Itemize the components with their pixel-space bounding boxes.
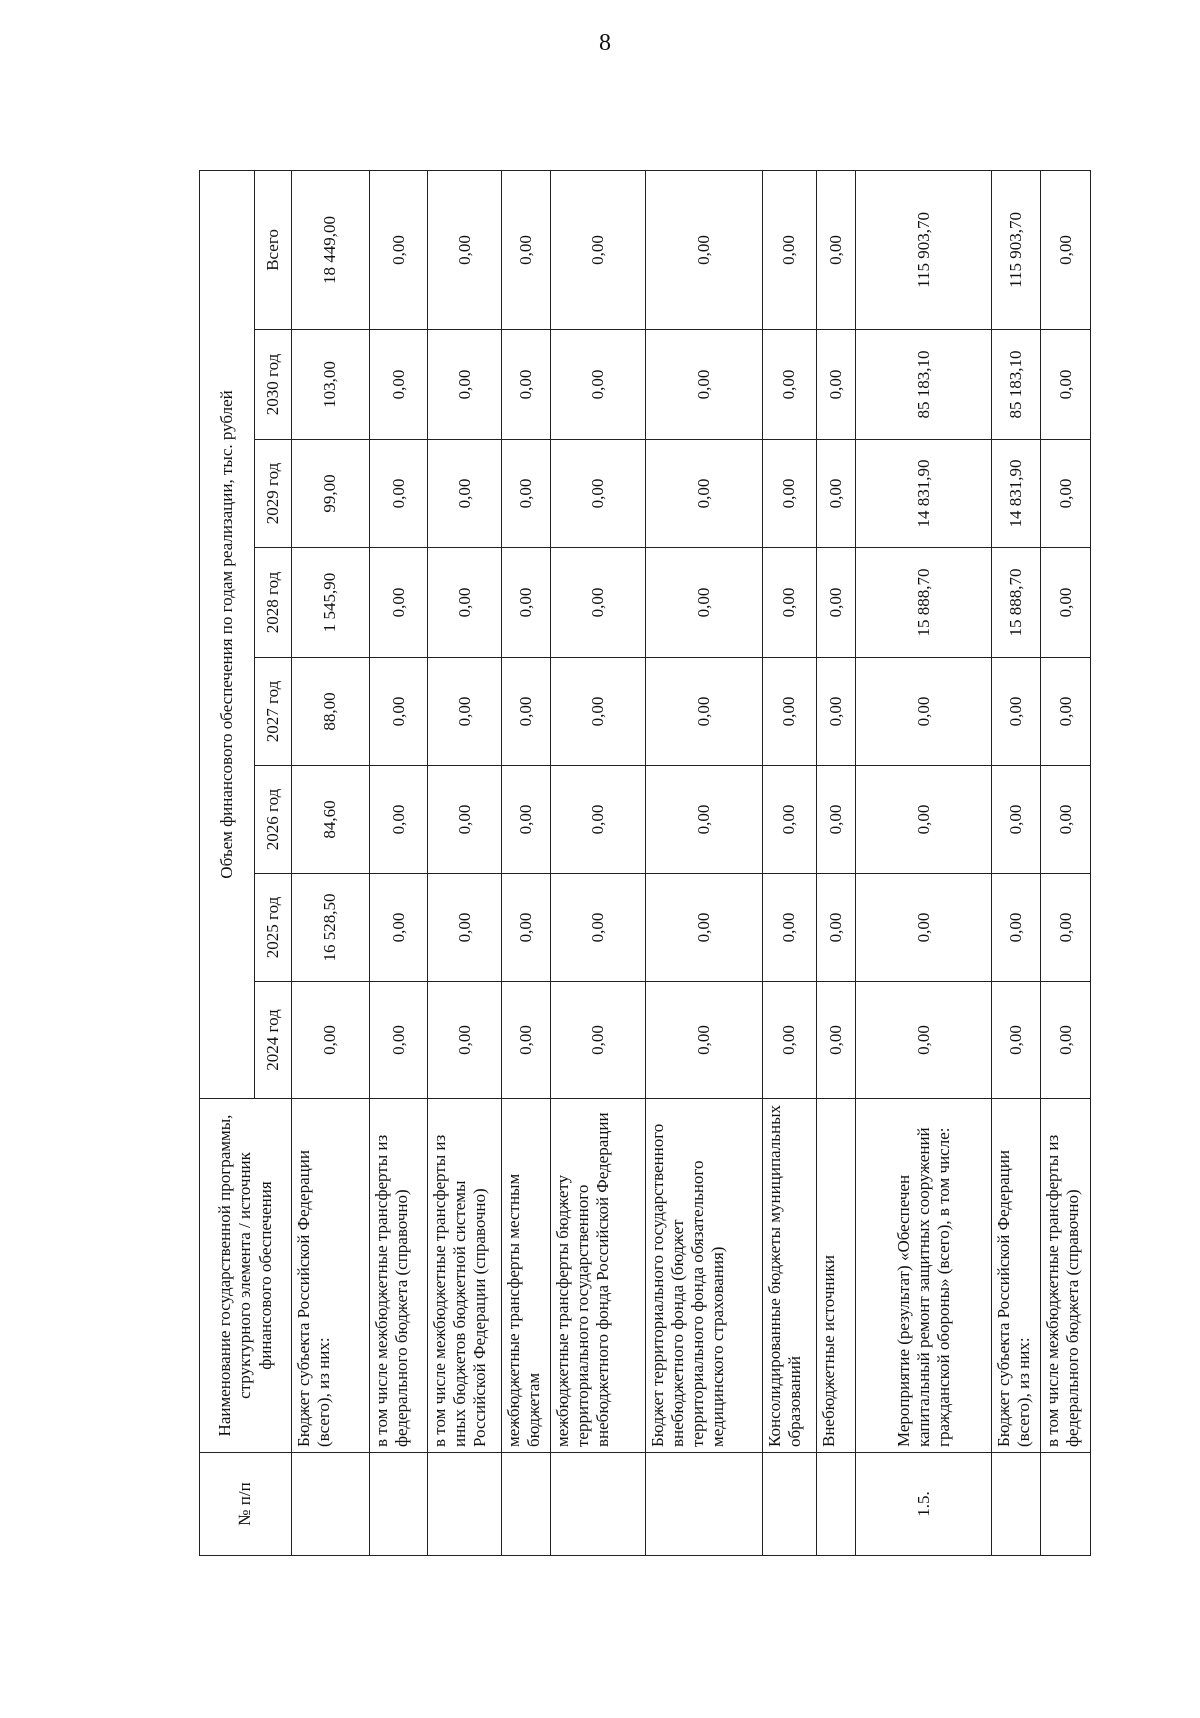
- row-year-value: 0,00: [428, 766, 502, 874]
- row-year-value: 0,00: [816, 982, 855, 1099]
- row-year-value: 0,00: [550, 874, 645, 982]
- header-year: 2025 год: [255, 874, 292, 982]
- table-row: [369, 170, 427, 1555]
- row-year-value: 88,00: [292, 658, 370, 766]
- row-year-value: 14 831,90: [992, 440, 1041, 548]
- row-year-value: 0,00: [1041, 548, 1091, 658]
- row-year-value: 0,00: [855, 766, 991, 874]
- row-year-value: 0,00: [428, 874, 502, 982]
- row-year-value: 84,60: [292, 766, 370, 874]
- header-name: Наименование государственной программы, структурного элемента / источник финансового обеспечения: [200, 1099, 292, 1453]
- row-year-value: 0,00: [369, 548, 427, 658]
- table-row: [428, 170, 502, 1555]
- page-number: 8: [599, 30, 611, 56]
- table-row: [992, 170, 1041, 1555]
- row-year-value: 0,00: [645, 658, 762, 766]
- row-year-value: 0,00: [428, 658, 502, 766]
- row-year-value: 0,00: [645, 330, 762, 440]
- row-source-name: в том числе межбюджетные трансферты из федерального бюджета (справочно): [369, 1099, 427, 1453]
- row-year-value: 0,00: [550, 440, 645, 548]
- row-year-value: 0,00: [762, 440, 816, 548]
- row-year-value: 85 183,10: [992, 330, 1041, 440]
- row-year-value: 0,00: [1041, 766, 1091, 874]
- row-year-value: 0,00: [816, 330, 855, 440]
- row-number: [550, 1453, 645, 1556]
- row-source-name: Бюджет субъекта Российской Федерации (всего), из них:: [292, 1099, 370, 1453]
- row-total-value: 0,00: [816, 170, 855, 329]
- row-total-value: 18 449,00: [292, 170, 370, 329]
- row-year-value: 15 888,70: [855, 548, 991, 658]
- row-total-value: 115 903,70: [855, 170, 991, 329]
- row-year-value: 0,00: [428, 330, 502, 440]
- row-year-value: 0,00: [501, 982, 550, 1099]
- row-total-value: 0,00: [1041, 170, 1091, 329]
- row-number: [992, 1453, 1041, 1556]
- row-year-value: 0,00: [816, 874, 855, 982]
- row-year-value: 0,00: [550, 548, 645, 658]
- row-number: [1041, 1453, 1091, 1556]
- row-number: [645, 1453, 762, 1556]
- rotated-table-wrapper: [199, 171, 1091, 1556]
- row-year-value: 0,00: [762, 874, 816, 982]
- row-year-value: 0,00: [1041, 982, 1091, 1099]
- row-year-value: 0,00: [428, 440, 502, 548]
- row-source-name: Мероприятие (результат) «Обеспечен капитальный ремонт защитных сооружений гражданской обороны» (всего), в том числе:: [855, 1099, 991, 1453]
- header-total: Всего: [255, 170, 292, 329]
- row-total-value: 0,00: [369, 170, 427, 329]
- row-source-name: Консолидированные бюджеты муниципальных образований: [762, 1099, 816, 1453]
- header-year: 2029 год: [255, 440, 292, 548]
- table-row: [645, 170, 762, 1555]
- row-year-value: 0,00: [550, 330, 645, 440]
- row-source-name: межбюджетные трансферты бюджету территориального государственного внебюджетного фонда Российской Федерации: [550, 1099, 645, 1453]
- row-year-value: 99,00: [292, 440, 370, 548]
- row-year-value: 0,00: [1041, 330, 1091, 440]
- row-year-value: 1 545,90: [292, 548, 370, 658]
- row-year-value: 0,00: [292, 982, 370, 1099]
- row-source-name: Бюджет территориального государственного внебюджетного фонда (бюджет территориального фонда обязательного медицинского страхования): [645, 1099, 762, 1453]
- row-source-name: межбюджетные трансферты местным бюджетам: [501, 1099, 550, 1453]
- row-year-value: 0,00: [645, 440, 762, 548]
- row-source-name: Бюджет субъекта Российской Федерации (всего), из них:: [992, 1099, 1041, 1453]
- header-year: 2030 год: [255, 330, 292, 440]
- row-number: [292, 1453, 370, 1556]
- row-year-value: 0,00: [369, 874, 427, 982]
- header-volume: Объем финансового обеспечения по годам реализации, тыс. рублей: [200, 170, 255, 1098]
- row-year-value: 0,00: [550, 766, 645, 874]
- row-number: [501, 1453, 550, 1556]
- row-total-value: 0,00: [645, 170, 762, 329]
- financing-table: [199, 170, 1091, 1556]
- row-source-name: в том числе межбюджетные трансферты из иных бюджетов бюджетной системы Российской Федерации (справочно): [428, 1099, 502, 1453]
- row-number: [816, 1453, 855, 1556]
- row-year-value: 0,00: [501, 440, 550, 548]
- row-year-value: 0,00: [762, 330, 816, 440]
- row-year-value: 0,00: [1041, 658, 1091, 766]
- row-source-name: Внебюджетные источники: [816, 1099, 855, 1453]
- row-total-value: 115 903,70: [992, 170, 1041, 329]
- row-year-value: 0,00: [1041, 440, 1091, 548]
- header-year: 2027 год: [255, 658, 292, 766]
- table-row: [816, 170, 855, 1555]
- row-year-value: 0,00: [762, 658, 816, 766]
- row-year-value: 0,00: [992, 766, 1041, 874]
- table-body: [292, 170, 1091, 1555]
- header-year: 2024 год: [255, 982, 292, 1099]
- row-year-value: 0,00: [369, 440, 427, 548]
- row-year-value: 0,00: [501, 330, 550, 440]
- row-year-value: 0,00: [992, 982, 1041, 1099]
- row-year-value: 0,00: [992, 874, 1041, 982]
- row-year-value: 0,00: [501, 658, 550, 766]
- row-year-value: 0,00: [762, 766, 816, 874]
- header-num: № п/п: [200, 1453, 292, 1556]
- row-year-value: 0,00: [855, 658, 991, 766]
- row-number: [428, 1453, 502, 1556]
- row-year-value: 0,00: [762, 548, 816, 658]
- row-year-value: 0,00: [816, 440, 855, 548]
- table-row: [1041, 170, 1091, 1555]
- row-year-value: 0,00: [992, 658, 1041, 766]
- row-total-value: 0,00: [550, 170, 645, 329]
- row-year-value: 0,00: [645, 982, 762, 1099]
- row-year-value: 0,00: [816, 548, 855, 658]
- row-year-value: 0,00: [550, 658, 645, 766]
- row-source-name: в том числе межбюджетные трансферты из федерального бюджета (справочно): [1041, 1099, 1091, 1453]
- row-year-value: 0,00: [428, 548, 502, 658]
- row-year-value: 0,00: [816, 658, 855, 766]
- row-year-value: 0,00: [369, 766, 427, 874]
- row-year-value: 0,00: [501, 548, 550, 658]
- row-year-value: 85 183,10: [855, 330, 991, 440]
- row-year-value: 0,00: [855, 982, 991, 1099]
- row-number: 1.5.: [855, 1453, 991, 1556]
- row-year-value: 0,00: [855, 874, 991, 982]
- row-year-value: 0,00: [762, 982, 816, 1099]
- row-number: [369, 1453, 427, 1556]
- row-year-value: 0,00: [550, 982, 645, 1099]
- row-total-value: 0,00: [501, 170, 550, 329]
- header-year: 2026 год: [255, 766, 292, 874]
- row-year-value: 0,00: [645, 548, 762, 658]
- header-year: 2028 год: [255, 548, 292, 658]
- table-row: [292, 170, 370, 1555]
- row-year-value: 103,00: [292, 330, 370, 440]
- table-row: [550, 170, 645, 1555]
- row-year-value: 0,00: [369, 658, 427, 766]
- row-year-value: 14 831,90: [855, 440, 991, 548]
- table-row: [855, 170, 991, 1555]
- row-year-value: 0,00: [645, 874, 762, 982]
- row-year-value: 0,00: [501, 874, 550, 982]
- row-year-value: 16 528,50: [292, 874, 370, 982]
- row-year-value: 0,00: [369, 330, 427, 440]
- row-year-value: 15 888,70: [992, 548, 1041, 658]
- table-row: [762, 170, 816, 1555]
- row-total-value: 0,00: [428, 170, 502, 329]
- row-number: [762, 1453, 816, 1556]
- table-row: [501, 170, 550, 1555]
- row-year-value: 0,00: [816, 766, 855, 874]
- row-year-value: 0,00: [645, 766, 762, 874]
- row-total-value: 0,00: [762, 170, 816, 329]
- row-year-value: 0,00: [369, 982, 427, 1099]
- row-year-value: 0,00: [501, 766, 550, 874]
- row-year-value: 0,00: [428, 982, 502, 1099]
- row-year-value: 0,00: [1041, 874, 1091, 982]
